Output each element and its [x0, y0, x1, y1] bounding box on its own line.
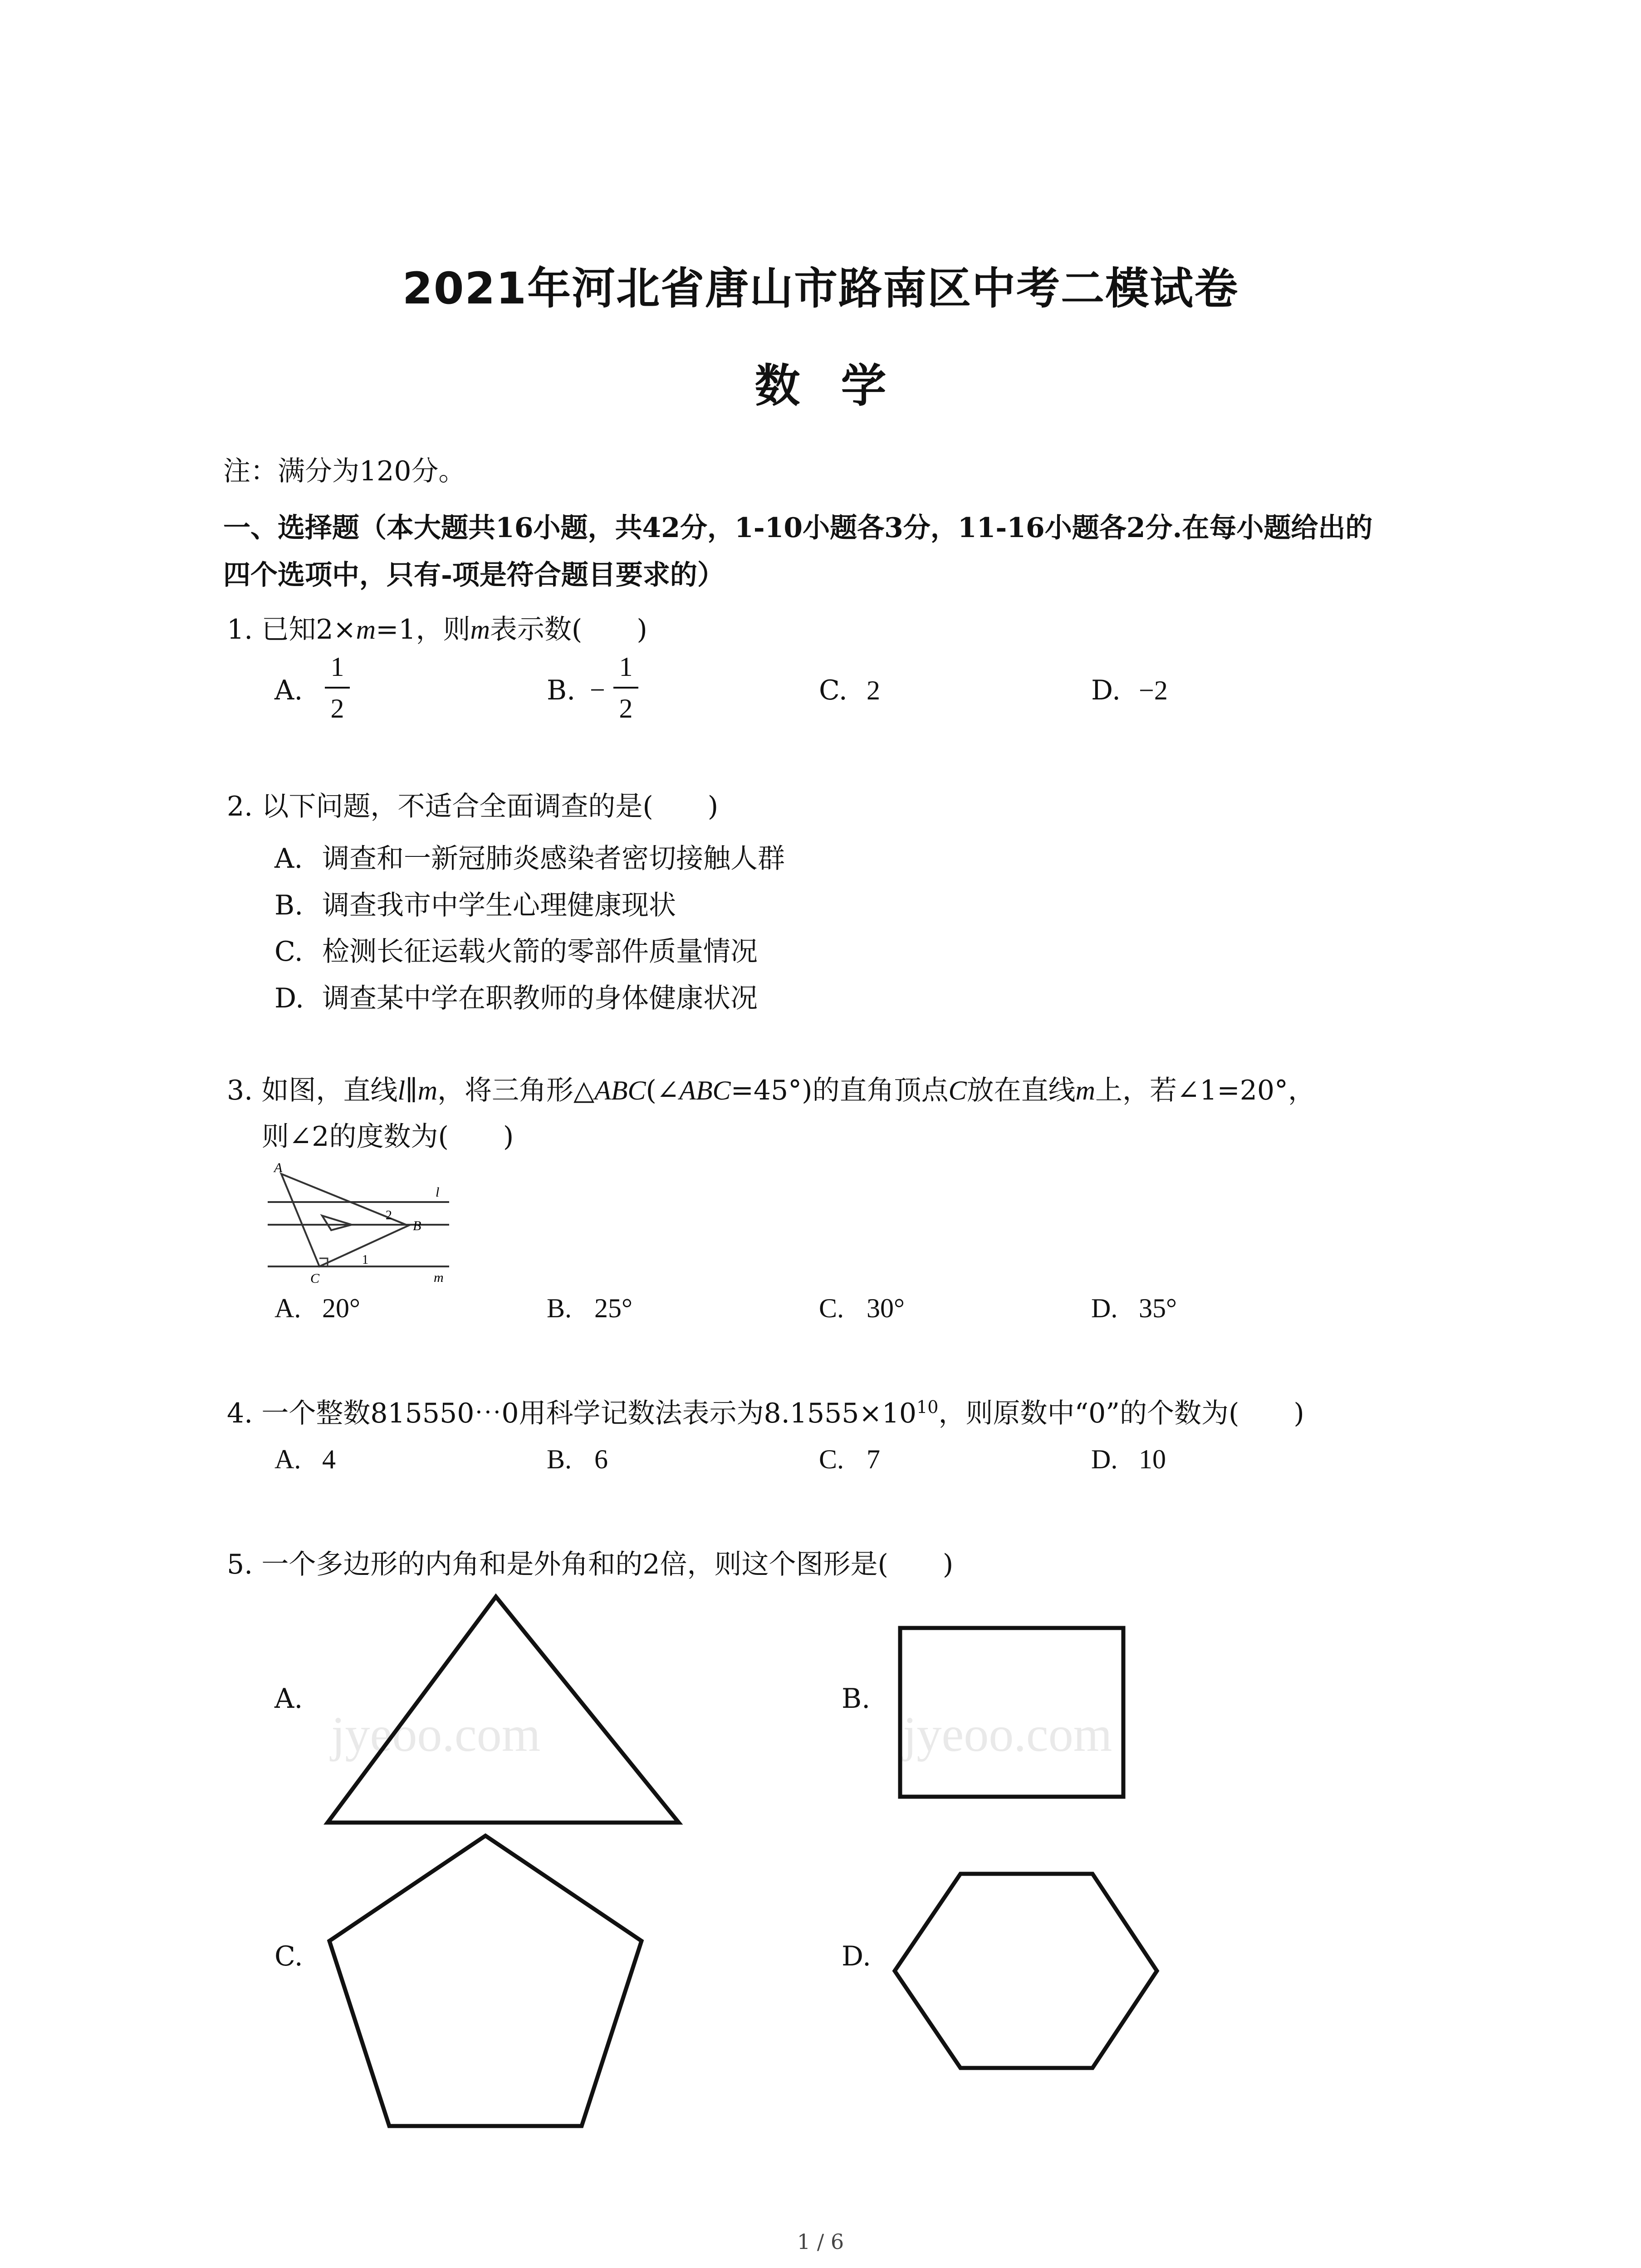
- pentagon-shape: [318, 1826, 653, 2143]
- option-text: 7: [867, 1444, 880, 1474]
- line-m: m: [417, 1075, 438, 1105]
- option-label: B.: [547, 1444, 572, 1474]
- question-3-stem: [227, 1074, 1315, 1107]
- q1-option-d: [1091, 675, 1168, 706]
- option-label: A.: [274, 1444, 301, 1474]
- q5-text: 一个多边形的内角和是外角和的2倍，则这个图形是( ): [261, 1549, 954, 1580]
- option-text: −2: [1139, 675, 1168, 705]
- angle-label-1: 1: [362, 1253, 368, 1267]
- exponent: 10: [916, 1397, 939, 1417]
- option-text: 检测长征运载火箭的零部件质量情况: [322, 936, 758, 968]
- q3-option-a: [274, 1293, 360, 1324]
- option-label: C.: [819, 675, 847, 706]
- option-label: C.: [274, 936, 303, 968]
- numerator: 1: [619, 652, 633, 682]
- option-text: 25°: [594, 1293, 632, 1323]
- question-2-stem: [227, 790, 718, 823]
- q3-text: ，将三角形△: [437, 1075, 595, 1106]
- option-label: D.: [1091, 1444, 1118, 1474]
- option-text: 2: [867, 675, 880, 705]
- label-l: l: [436, 1185, 440, 1200]
- q1-text-c: 表示数( ): [490, 614, 647, 645]
- option-text: 30°: [867, 1293, 905, 1323]
- parallel-sign: ∥: [405, 1075, 418, 1106]
- option-text: 6: [594, 1444, 608, 1474]
- q2-option-c: [274, 930, 758, 969]
- q3-text: (∠: [646, 1075, 680, 1106]
- triangle-name: ABC: [594, 1075, 646, 1105]
- q4-option-c: [819, 1444, 880, 1475]
- q2-option-b: [274, 884, 676, 923]
- numerator: 1: [330, 652, 344, 682]
- triangle-shape: [318, 1588, 690, 1837]
- option-label: D.: [274, 982, 304, 1014]
- rectangle-shape: [889, 1617, 1134, 1808]
- line-m: m: [1075, 1075, 1095, 1105]
- option-text: 4: [322, 1444, 336, 1474]
- watermark: jyeoo.com: [331, 1706, 541, 1762]
- q3-option-b: [547, 1293, 632, 1324]
- q3-option-c: [819, 1293, 905, 1324]
- section-heading-line-1: 一、选择题（本大题共16小题，共42分，1-10小题各3分，11-16小题各2分.在每小题给出的: [223, 512, 1373, 544]
- q1-option-c: [819, 675, 880, 706]
- watermark: jyeoo.com: [903, 1706, 1112, 1762]
- label-m: m: [434, 1270, 444, 1285]
- score-note: 注：满分为120分。: [223, 455, 466, 487]
- q1-var: m: [470, 615, 490, 645]
- option-label: C.: [819, 1444, 844, 1474]
- q4-text-b: ，则原数中“0”的个数为( ): [938, 1398, 1304, 1429]
- question-5-stem: [227, 1548, 953, 1581]
- option-label: A.: [274, 1293, 301, 1323]
- q4-option-b: [547, 1444, 608, 1475]
- page-number: 1 / 6: [797, 2229, 844, 2254]
- q3-text: 如图，直线: [261, 1075, 398, 1106]
- subject-char: 学: [841, 359, 887, 412]
- q1-text-a: 已知2×: [261, 614, 356, 645]
- option-label: D.: [1091, 675, 1121, 706]
- label-b: B: [413, 1218, 421, 1233]
- question-number: 2.: [227, 791, 253, 822]
- option-label: A.: [274, 1683, 303, 1715]
- angle-label-2: 2: [386, 1208, 392, 1222]
- question-number: 5.: [227, 1549, 253, 1580]
- label-a: A: [274, 1161, 283, 1175]
- q2-text: 以下问题，不适合全面调查的是( ): [261, 791, 719, 822]
- option-label: C.: [819, 1293, 844, 1323]
- q3-option-d: [1091, 1293, 1177, 1324]
- q1-var: m: [356, 615, 376, 645]
- q1-text-b: =1，则: [376, 614, 470, 645]
- q1-option-b-sign: −: [590, 675, 605, 705]
- q4-option-d: [1091, 1444, 1166, 1475]
- question-number: 4.: [227, 1398, 253, 1429]
- option-label: B.: [547, 1293, 572, 1323]
- q3-text: 上，若∠1=20°，: [1095, 1075, 1316, 1106]
- option-text: 调查某中学在职教师的身体健康状况: [322, 982, 758, 1014]
- q1-option-b-fraction: [613, 653, 638, 722]
- subject-title: [0, 349, 1641, 415]
- exam-title: 2021年河北省唐山市路南区中考二模试卷: [402, 263, 1239, 314]
- option-label: D.: [842, 1941, 872, 1972]
- section-heading-line-2: 四个选项中，只有-项是符合题目要求的）: [223, 559, 725, 591]
- q2-option-d: [274, 977, 758, 1016]
- label-c: C: [310, 1271, 320, 1286]
- option-label: C.: [274, 1941, 303, 1972]
- angle-name: ABC: [679, 1075, 731, 1105]
- q3-text: =45°)的直角顶点: [730, 1075, 949, 1106]
- option-label: B.: [842, 1683, 871, 1715]
- q1-option-a-fraction: [325, 653, 350, 722]
- vertex-c: C: [948, 1075, 967, 1105]
- option-label: B.: [547, 675, 576, 706]
- option-label: A.: [274, 843, 303, 875]
- line-l: l: [397, 1075, 405, 1105]
- option-text: 10: [1139, 1444, 1166, 1474]
- q2-option-a: [274, 837, 785, 876]
- question-number: 1.: [227, 614, 253, 645]
- q4-text-a: 一个整数815550⋯0用科学记数法表示为8.1555×10: [261, 1398, 917, 1429]
- question-3-stem-line-2: 则∠2的度数为( ): [262, 1121, 514, 1153]
- option-label: D.: [1091, 1293, 1118, 1323]
- denominator: 2: [619, 694, 633, 723]
- option-label: B.: [274, 890, 304, 921]
- hexagon-shape: [885, 1862, 1166, 2080]
- q3-text: 放在直线: [966, 1075, 1076, 1106]
- question-1-stem: [227, 613, 647, 646]
- option-text: 调查和一新冠肺炎感染者密切接触人群: [322, 843, 785, 875]
- option-text: 35°: [1139, 1293, 1177, 1323]
- question-number: 3.: [227, 1075, 253, 1106]
- q3-figure: [254, 1161, 463, 1297]
- option-text: 20°: [322, 1293, 360, 1323]
- triangle-hole: [322, 1216, 352, 1230]
- denominator: 2: [330, 694, 344, 723]
- subject-char: 数: [754, 359, 800, 412]
- question-4-stem: [227, 1397, 1304, 1430]
- option-text: 调查我市中学生心理健康现状: [322, 890, 676, 921]
- option-label: A.: [274, 675, 303, 706]
- q4-option-a: [274, 1444, 336, 1475]
